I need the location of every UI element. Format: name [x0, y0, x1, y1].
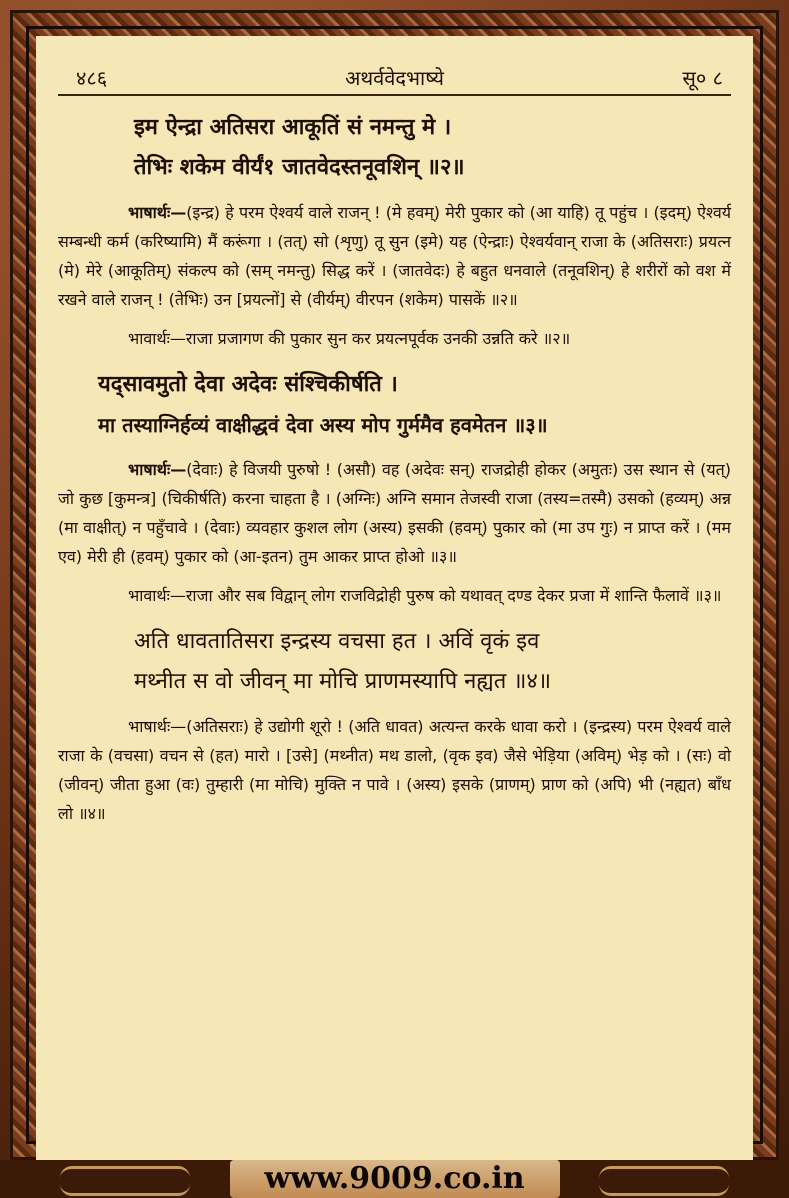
sukta-number: सू० ८: [682, 66, 723, 90]
verse-2-line-1: इम ऐन्द्रा अतिसरा आकूतिं सं नमन्तु मे ।: [134, 115, 452, 140]
verse-3-line-2: मा तस्याग्निर्हव्यं वाक्षीद्धवं देवा अस्य मोप गुर्ममैव हवमेतन ॥३॥: [98, 413, 548, 437]
bhashartha-text: (देवाः) हे विजयी पुरुषो ! (असौ) वह (अदेवः सन्) राजद्रोही होकर (अमुतः) उस स्थान से (यत्) जो कुछ [कुमन्त्र] (चिकीर्षति) करना चाहता है । (अग्निः) अग्नि समान तेजस्वी राजा (तस्य=तस्मै) उसको (हव्यम्) अन्न (मा वाक्षीत्) न पहुँचावे । (देवाः) व्यवहार कुशल लोग (अस्य) इसकी (हवम्) पुकार को (मा उप गुः) न प्राप्त करें । (मम एव) मेरी ही (हवम्) पुकार को (आ-इतन) तुम आकर प्राप्त होओ ॥३॥: [58, 460, 731, 566]
book-page: [36, 36, 753, 1160]
verse-4-line-1: अति धावतातिसरा इन्द्रस्य वचसा हत । अविं वृकं इव: [134, 629, 540, 654]
bhavartha-label: भावार्थः—: [128, 586, 186, 605]
verse-4-line-2: मथ्नीत स वो जीवन् मा मोचि प्राणमस्यापि नह्यत ॥४॥: [134, 669, 552, 694]
bhashartha-label: भाषार्थः—: [128, 203, 187, 222]
bhashartha-text: (अतिसराः) हे उद्योगी शूरो ! (अति धावत) अत्यन्त करके धावा करो । (इन्द्रस्य) परम ऐश्वर्य वाले राजा के (वचसा) वचन से (हत) मारो । [उसे] (मथ्नीत) मथ डालो, (वृक इव) जैसे भेड़िया (अविम्) भेड़ को । (सः) वो (जीवन्) जीता हुआ (वः) तुम्हारी (मा मोचि) मुक्ति न पावे । (अस्य) इसके (प्राणम्) प्राण को (अपि) भी (नह्यत) बाँध लो ॥४॥: [58, 717, 731, 823]
page-header: [56, 60, 733, 94]
footer-ornament-left: [60, 1166, 190, 1196]
footer-ornament-right: [599, 1166, 729, 1196]
bhashartha-4: [58, 712, 731, 828]
bhashartha-2: [58, 198, 731, 314]
bhashartha-text: (इन्द्र) हे परम ऐश्वर्य वाले राजन् ! (मे हवम्) मेरी पुकार को (आ याहि) तू पहुंच । (इदम्) ऐश्वर्य सम्बन्धी कर्म (करिष्यामि) मैं करूंगा । (तत्) सो (शृणु) तू सुन (इमे) यह (ऐन्द्राः) ऐश्वर्यवान् राजा के (अतिसराः) प्रयत्न (मे) मेरे (आकूतिम्) संकल्प को (सम् नमन्तु) सिद्ध करें । (जातवेदः) हे बहुत धनवाले (तनूवशिन्) हे शरीरों को वश में रखने वाले राजन् ! (तेभिः) उन [प्रयत्नों] से (वीर्यम्) वीरपन (शकेम) पासकें ॥२॥: [58, 203, 731, 309]
website-link[interactable]: www.9009.co.in: [230, 1160, 560, 1198]
bhavartha-text: राजा और सब विद्वान् लोग राजविद्रोही पुरुष को यथावत् दण्ड देकर प्रजा में शान्ति फैलावें ॥३॥: [185, 586, 722, 605]
header-rule: [58, 94, 731, 96]
verse-2-line-2: तेभिः शकेम वीर्यं१ जातवेदस्तनूवशिन् ॥२॥: [134, 155, 465, 180]
bhavartha-label: भावार्थः—: [128, 329, 186, 348]
book-title: अथर्ववेदभाष्ये: [345, 66, 444, 90]
bhashartha-3: [58, 455, 731, 571]
page-number: ४८६: [76, 66, 108, 90]
verse-3-line-1: यद्सावमुतो देवा अदेवः संश्चिकीर्षति ।: [98, 372, 398, 397]
bhavartha-3: [58, 581, 731, 610]
bhashartha-label: भाषार्थः—: [128, 460, 187, 479]
bhashartha-label: भाषार्थः—: [128, 717, 187, 736]
page-content: [58, 108, 731, 832]
bhavartha-text: राजा प्रजागण की पुकार सुन कर प्रयत्नपूर्वक उनकी उन्नति करे ॥२॥: [185, 329, 571, 348]
bhavartha-2: [58, 324, 731, 353]
